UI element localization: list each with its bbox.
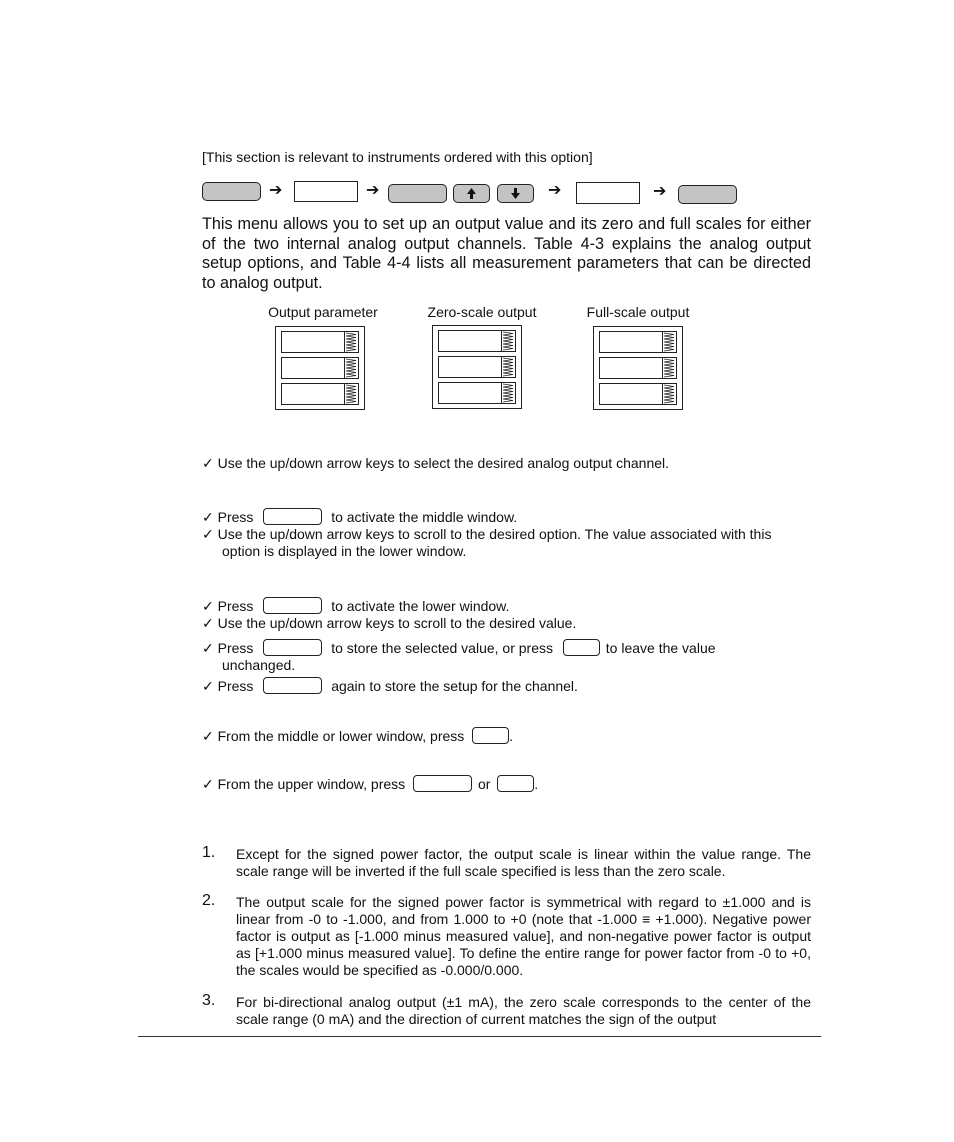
full-scale-display [593,326,683,410]
scroll-indicator-icon [662,384,676,404]
intro-paragraph: This menu allows you to set up an output value and its zero and full scales for either of the two internal analog output channels. Table 4-3 explains the analog output setup options, and Table 4-4 lists all measurement parameters that can be directed to analog output. [202,215,811,292]
output-parameter-display [275,326,365,410]
select-key [388,184,447,203]
check-icon: ✓ [202,615,214,631]
right-arrow-icon: ➔ [269,182,283,199]
footer-rule [138,1036,821,1037]
step-select-channel: ✓ Use the up/down arrow keys to select the desired analog output channel. [202,455,670,471]
select-key-icon [263,597,322,614]
down-arrow-icon [497,184,534,203]
right-arrow-icon: ➔ [366,182,380,199]
zero-scale-display [432,325,522,409]
upper-window [438,330,516,352]
menu-window-box [294,181,358,202]
check-icon: ✓ [202,598,214,614]
step-activate-lower: ✓ Press to activate the lower window. [202,598,510,614]
full-scale-label: Full-scale output [586,304,690,320]
check-icon: ✓ [202,640,214,656]
esc-key-icon [497,775,534,792]
step-scroll-value: ✓ Use the up/down arrow keys to scroll to the desired value. [202,615,577,631]
middle-window [281,357,359,379]
step-store-value: ✓ Press to store the selected value, or press to leave the value unchanged. [202,640,716,673]
scroll-indicator-icon [662,332,676,352]
up-arrow-icon [453,184,490,203]
up-arrow-key [453,184,490,203]
check-icon: ✓ [202,728,214,744]
step-activate-middle: ✓ Press to activate the middle window. [202,509,518,525]
lower-window [281,383,359,405]
step-from-middle: ✓ From the middle or lower window, press . [202,728,514,744]
check-icon: ✓ [202,455,214,471]
scroll-indicator-icon [501,383,515,403]
value-window-box [576,182,640,204]
upper-window [281,331,359,353]
lower-window [438,382,516,404]
select-key-icon [263,508,322,525]
check-icon: ✓ [202,776,214,792]
scroll-indicator-icon [501,357,515,377]
esc-key-icon [563,639,600,656]
check-icon: ✓ [202,526,214,542]
scroll-indicator-icon [662,358,676,378]
check-icon: ✓ [202,509,214,525]
right-arrow-icon: ➔ [548,182,562,199]
middle-window [599,357,677,379]
check-icon: ✓ [202,678,214,694]
output-parameter-label: Output parameter [268,304,378,320]
lower-window [599,383,677,405]
upper-window [599,331,677,353]
scroll-indicator-icon [344,358,358,378]
scroll-indicator-icon [501,331,515,351]
enter-key [678,185,737,204]
menu-key [202,182,261,201]
step-scroll-option: ✓ Use the up/down arrow keys to scroll to the desired option. The value associated with this option is displayed in the lower window. [202,526,772,559]
enter-key-icon [263,639,322,656]
right-arrow-icon: ➔ [653,183,667,200]
scroll-indicator-icon [344,332,358,352]
enter-key-icon [413,775,472,792]
scroll-indicator-icon [344,384,358,404]
down-arrow-key [497,184,534,203]
step-from-upper: ✓ From the upper window, press or . [202,776,539,792]
esc-key-icon [472,727,509,744]
zero-scale-label: Zero-scale output [427,304,537,320]
enter-key-icon [263,677,322,694]
middle-window [438,356,516,378]
step-store-setup: ✓ Press again to store the setup for the channel. [202,678,578,694]
section-note: [This section is relevant to instruments ordered with this option] [202,149,593,165]
